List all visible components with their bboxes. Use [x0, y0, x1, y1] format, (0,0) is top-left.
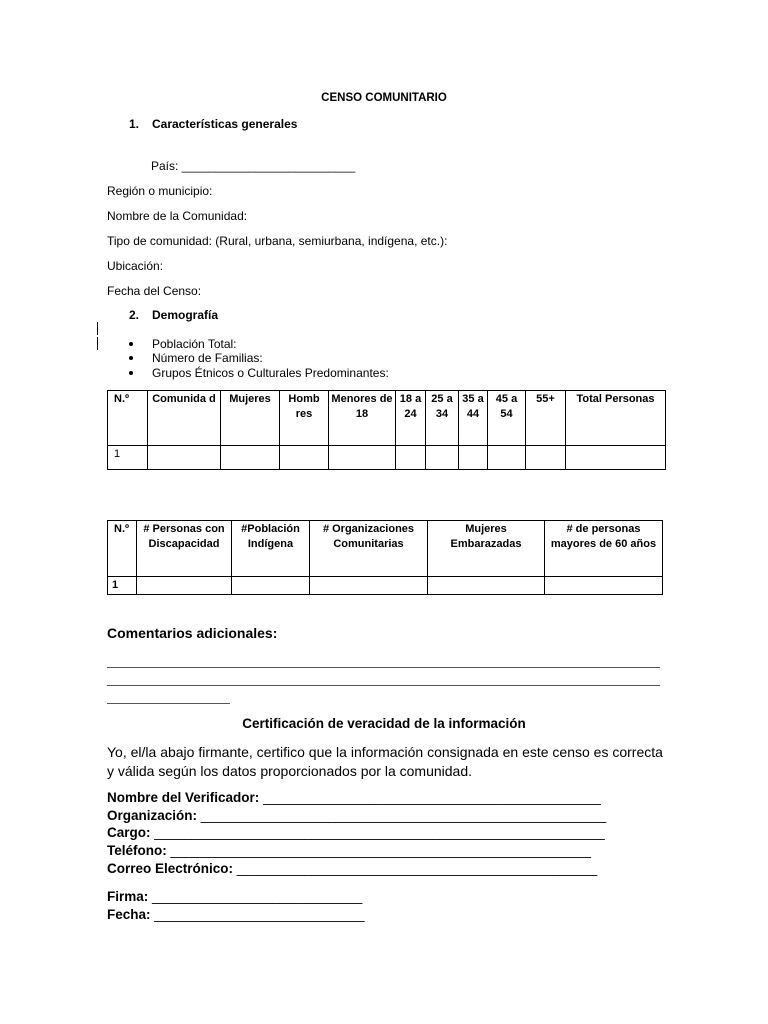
bullet-grupos: Grupos Étnicos o Culturales Predominantes:	[152, 366, 389, 380]
field-label: Teléfono:	[107, 843, 167, 858]
table-cell[interactable]	[545, 577, 663, 595]
header-mujeres-embarazadas: Mujeres Embarazadas	[428, 521, 545, 577]
field-region: Región o municipio:	[107, 184, 213, 198]
demografia-table	[107, 390, 666, 470]
certification-text-line-1: Yo, el/la abajo firmante, certifico que la información consignada en este censo es correcta	[107, 744, 663, 760]
fill-line[interactable]: ____________________________________________________________	[154, 825, 605, 840]
section-1-number: 1.	[129, 117, 140, 131]
table-cell[interactable]	[459, 446, 488, 470]
header-35-44: 35 a 44	[459, 391, 488, 446]
table-cell[interactable]	[221, 446, 280, 470]
bullet-familias: Número de Familias:	[152, 351, 263, 365]
fill-line[interactable]: _____________________________________________	[263, 790, 601, 805]
header-menores-18: Menores de 18	[329, 391, 396, 446]
table-cell[interactable]	[148, 446, 221, 470]
grupos-table	[107, 520, 663, 595]
header-45-54: 45 a 54	[488, 391, 526, 446]
bullet-poblacion: Población Total:	[152, 337, 237, 351]
field-label: Fecha:	[107, 907, 151, 922]
header-mujeres: Mujeres	[221, 391, 280, 446]
comments-label: Comentarios adicionales:	[107, 625, 278, 641]
table-cell[interactable]	[280, 446, 329, 470]
page-title: CENSO COMUNITARIO	[321, 92, 447, 104]
certification-text-line-2: y válida según los datos proporcionados por la comunidad.	[107, 763, 473, 779]
header-total-personas: Total Personas	[566, 391, 666, 446]
table-cell[interactable]	[428, 577, 545, 595]
table-cell[interactable]	[426, 446, 459, 470]
field-comunidad: Nombre de la Comunidad:	[107, 209, 248, 223]
verifier-name-field	[107, 790, 601, 805]
organization-field	[107, 808, 606, 823]
table-cell[interactable]	[137, 577, 232, 595]
section-2-number: 2.	[129, 308, 140, 322]
table-cell[interactable]	[488, 446, 526, 470]
table-header-row	[108, 521, 663, 577]
bullet-icon	[129, 342, 133, 346]
field-label: Nombre del Verificador:	[107, 790, 260, 805]
header-55-plus: 55+	[526, 391, 566, 446]
fill-line[interactable]: ____________________________	[152, 889, 363, 904]
field-label: Correo Electrónico:	[107, 861, 234, 876]
firma-field	[107, 889, 362, 904]
section-1-title: Características generales	[152, 117, 298, 131]
table-cell[interactable]	[329, 446, 396, 470]
field-label: Organización:	[107, 808, 198, 823]
fill-line[interactable]: ______________________________________________________	[200, 808, 607, 823]
certification-title: Certificación de veracidad de la información	[242, 716, 526, 731]
comments-line[interactable]	[107, 685, 660, 686]
fill-line[interactable]: ____________________________	[154, 907, 365, 922]
header-18-24: 18 a 24	[396, 391, 426, 446]
field-ubicacion: Ubicación:	[107, 259, 164, 273]
cargo-field	[107, 825, 605, 840]
field-pais: País: __________________________	[151, 159, 356, 173]
header-25-34: 25 a 34	[426, 391, 459, 446]
text-cursor	[97, 322, 98, 335]
correo-field	[107, 861, 597, 876]
table-cell[interactable]	[232, 577, 310, 595]
field-label: Cargo:	[107, 825, 151, 840]
telefono-field	[107, 843, 591, 858]
comments-line[interactable]	[107, 703, 230, 704]
header-mayores-60: # de personas mayores de 60 años	[545, 521, 663, 577]
field-tipo: Tipo de comunidad: (Rural, urbana, semiurbana, indígena, etc.):	[107, 234, 448, 248]
table-header-row	[108, 391, 666, 446]
header-numero: N.º	[108, 521, 137, 577]
section-2-title: Demografía	[152, 308, 219, 322]
fill-line[interactable]: ________________________________________________	[236, 861, 598, 876]
fecha-field	[107, 907, 365, 922]
header-organizaciones: # Organizaciones Comunitarias	[310, 521, 428, 577]
fill-line[interactable]: ________________________________________________________	[170, 843, 591, 858]
bullet-icon	[129, 356, 133, 360]
field-label: Firma:	[107, 889, 149, 904]
comments-line[interactable]	[107, 667, 660, 668]
table-cell[interactable]	[396, 446, 426, 470]
header-discapacidad: # Personas con Discapacidad	[137, 521, 232, 577]
header-hombres: Homb res	[280, 391, 329, 446]
table-row	[108, 446, 666, 470]
field-fecha: Fecha del Censo:	[107, 284, 202, 298]
table-cell[interactable]	[526, 446, 566, 470]
table-cell[interactable]: 1	[108, 577, 137, 595]
bullet-icon	[129, 371, 133, 375]
table-row	[108, 577, 663, 595]
table-cell[interactable]	[566, 446, 666, 470]
header-numero: N.º	[108, 391, 148, 446]
header-poblacion-indigena: #Población Indígena	[232, 521, 310, 577]
table-cell[interactable]: 1	[108, 446, 148, 470]
header-comunidad: Comunida d	[148, 391, 221, 446]
table-cell[interactable]	[310, 577, 428, 595]
text-cursor	[97, 337, 98, 350]
